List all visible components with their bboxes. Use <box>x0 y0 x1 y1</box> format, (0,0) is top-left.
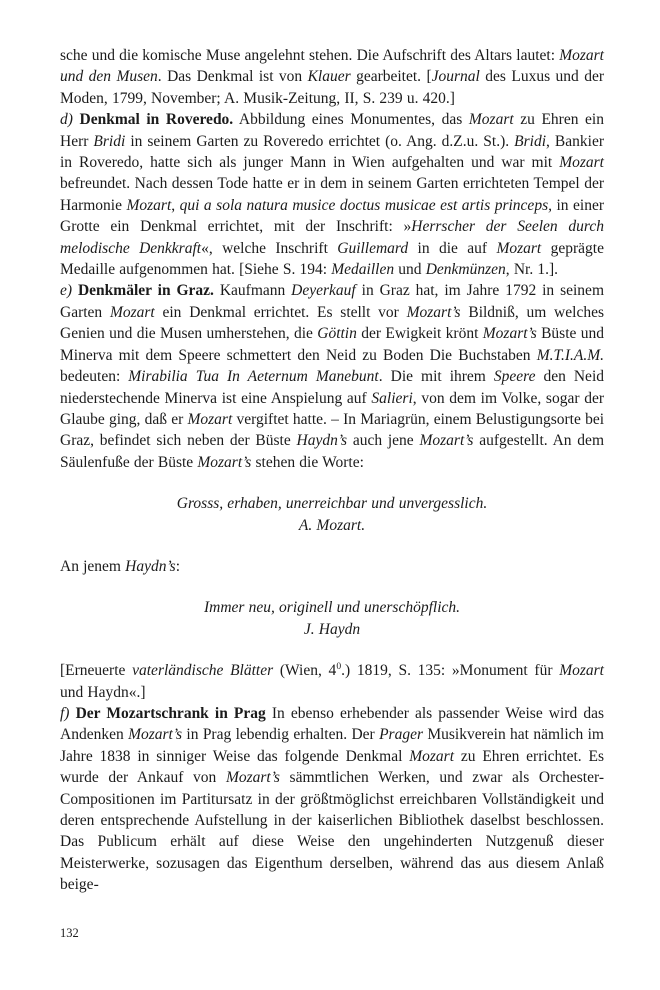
text-segment: der Ewigkeit krönt <box>356 325 483 343</box>
text-segment: zu Ehren errichtet. Es wurde der Ankauf von <box>60 747 604 787</box>
text-segment: Göttin <box>317 325 357 343</box>
text-segment: den Neid niederstechende Minerva ist eine Anspielung auf <box>60 368 604 407</box>
text-segment: Musikverein hat nämlich im Jahre 1838 in sinniger Weise das folgende Denkmal <box>60 726 604 765</box>
text-segment: ein Denkmal errichtet. Es stellt vor <box>154 303 407 321</box>
text-segment: auch jene <box>347 432 420 450</box>
text-segment: Mozart <box>109 303 155 321</box>
text-segment: A. Mozart. <box>298 516 366 534</box>
text-segment: Bridi <box>93 132 126 150</box>
text-segment: in Prag lebendig erhalten. Der <box>182 726 380 744</box>
paragraph-verse <box>60 597 604 618</box>
text-segment: Bildniß, um welches Genien und die Musen umherstehen, die <box>60 303 604 343</box>
page-number: 132 <box>60 926 79 940</box>
paragraph-attr <box>60 515 604 536</box>
text-segment: Klauer <box>307 68 351 86</box>
text-segment: .) 1819, S. 135: »Monument für <box>341 662 560 680</box>
text-segment: in die auf <box>408 239 497 257</box>
text-segment: Kaufmann <box>213 282 292 300</box>
text-segment: aufgestellt. An dem Säulenfuße der Büste <box>60 432 604 471</box>
text-column <box>60 45 604 896</box>
text-segment: Mirabilia Tua In Aeternum Manebunt <box>128 368 379 386</box>
text-segment: in seinem Garten zu Roveredo errichtet (o. Ang. d.Z.u. St.). <box>125 132 515 150</box>
text-segment: Denkmünzen <box>425 261 506 279</box>
paragraph-body <box>60 703 604 896</box>
text-segment: (Wien, 4 <box>273 662 337 680</box>
text-segment: : <box>175 557 181 575</box>
text-segment: und <box>394 261 426 279</box>
text-segment: Medaillen <box>331 261 395 279</box>
text-segment: sche und die komische Muse angelehnt stehen. Die Aufschrift des Altars lautet: <box>60 47 560 64</box>
text-segment: Mozart <box>496 239 542 257</box>
text-segment: Mozart’s <box>482 325 537 343</box>
text-segment: In ebenso erhebender als passender Weise wird das Andenken <box>60 704 604 744</box>
text-segment: befreundet. Nach dessen Tode hatte er in dem in seinem Garten errichteten Tempel der Harmonie <box>60 175 604 214</box>
paragraph-spaced <box>60 660 604 703</box>
text-segment: e) <box>60 282 73 300</box>
paragraph-body <box>60 280 604 473</box>
text-segment: Mozart <box>559 154 604 172</box>
text-segment: vergiftet hatte. – In Mariagrün, einem Belustigungsorte bei Graz, befindet sich neben der Büste <box>60 410 605 450</box>
text-segment: in Graz hat, im Jahre 1792 in seinem Garten <box>60 282 604 321</box>
text-segment: Speere <box>493 368 536 386</box>
text-segment: stehen die Worte: <box>251 453 364 471</box>
text-segment: Mozart’s <box>419 432 474 450</box>
text-segment: sämmtlichen Werken, und zwar als Orchester-Compositionen im Partitursatz in der größtmöglichst erreichbaren Vollständigkeit und deren entsprechende Aufstellung in der kaiserlichen Bibliothek daselbst beschlossen. Das Publicum erhält auf diese Weise den ungehinderten Nutzgenuß dieser Meisterwerke, sozusagen das Eigenthum derselben, während das aus diesem Anlaß beige- <box>60 769 604 894</box>
text-segment: Guillemard <box>337 239 409 257</box>
text-segment: zu Ehren ein Herr <box>60 111 604 150</box>
text-segment: Immer neu, originell und unerschöpflich. <box>203 599 461 617</box>
text-segment: Mozart und den Musen <box>60 47 604 86</box>
text-segment: Mozart <box>468 111 514 129</box>
text-segment: d) <box>60 111 73 129</box>
text-segment: . Die mit ihrem <box>378 368 494 386</box>
text-segment: Mozart’s <box>225 769 280 787</box>
text-segment: Haydn’s <box>125 557 176 575</box>
text-segment: Mozart’s <box>128 726 183 744</box>
text-segment: in einer Grotte ein Denkmal errichtet, mit der Inschrift: » <box>60 196 604 236</box>
text-segment: Denkmal in Roveredo. <box>79 111 234 129</box>
text-segment: , Bankier in Roveredo, hatte sich als junger Mann in Wien aufgehalten und war mit <box>60 132 604 172</box>
text-segment: f) <box>60 704 70 722</box>
text-segment: qui a sola natura musice doctus musicae est artis princeps, <box>179 196 552 214</box>
text-segment: bedeuten: <box>60 368 129 386</box>
text-segment: Prager <box>379 726 423 744</box>
text-segment: Mozart’s <box>406 303 461 321</box>
text-segment: und Haydn«.] <box>60 683 146 701</box>
text-segment: . Das Denkmal ist von <box>157 68 308 86</box>
paragraph-body <box>60 45 604 109</box>
text-segment: gearbeitet. [ <box>350 68 432 86</box>
text-segment: vaterländische Blätter <box>132 662 274 680</box>
text-segment <box>73 111 80 128</box>
text-segment: M.T.I.A.M. <box>536 346 604 364</box>
text-segment: Abbildung eines Monumentes, das <box>233 111 469 129</box>
text-segment: Salieri <box>371 389 413 407</box>
text-segment: Mozart’s <box>197 453 252 471</box>
text-segment: Büste und Minerva mit dem Speere schmettert den Neid zu Boden Die Buchstaben <box>60 325 604 364</box>
text-segment: , Nr. 1.]. <box>505 261 559 279</box>
text-segment: Deyerkauf <box>291 282 356 300</box>
text-segment: Journal <box>431 68 480 86</box>
paragraph-body <box>60 109 604 280</box>
text-segment: geprägte Medaille aufgenommen hat. [Siehe S. 194: <box>60 239 604 279</box>
text-segment: Bridi <box>514 132 547 150</box>
text-segment: J. Haydn <box>303 620 361 638</box>
text-segment: , <box>171 196 180 214</box>
text-segment: Haydn’s <box>296 432 348 450</box>
paragraph-verse <box>60 493 604 514</box>
text-segment: 0 <box>336 661 342 672</box>
text-segment: An jenem <box>60 557 126 575</box>
text-segment: Mozart <box>559 662 604 680</box>
text-segment: des Luxus und der Moden, 1799, November; A. Musik-Zeitung, II, S. 239 u. 420.] <box>60 68 604 107</box>
text-segment: [Erneuerte <box>60 662 133 680</box>
text-segment: Der Mozartschrank in Prag <box>75 704 266 722</box>
text-segment: Mozart <box>126 196 172 214</box>
text-segment: Mozart <box>409 747 455 765</box>
text-segment: Herrscher der Seelen durch melodische Denkkraft <box>60 218 604 257</box>
text-segment: Mozart <box>187 410 233 428</box>
paragraph-attr <box>60 619 604 640</box>
text-segment: Grosss, erhaben, unerreichbar und unvergesslich. <box>176 495 488 513</box>
text-segment: , von dem im Volke, sogar der Glaube ging, daß er <box>60 389 604 428</box>
paragraph-spaced <box>60 556 604 577</box>
text-segment: Denkmäler in Graz. <box>77 282 214 300</box>
text-segment: «, welche Inschrift <box>201 239 338 257</box>
